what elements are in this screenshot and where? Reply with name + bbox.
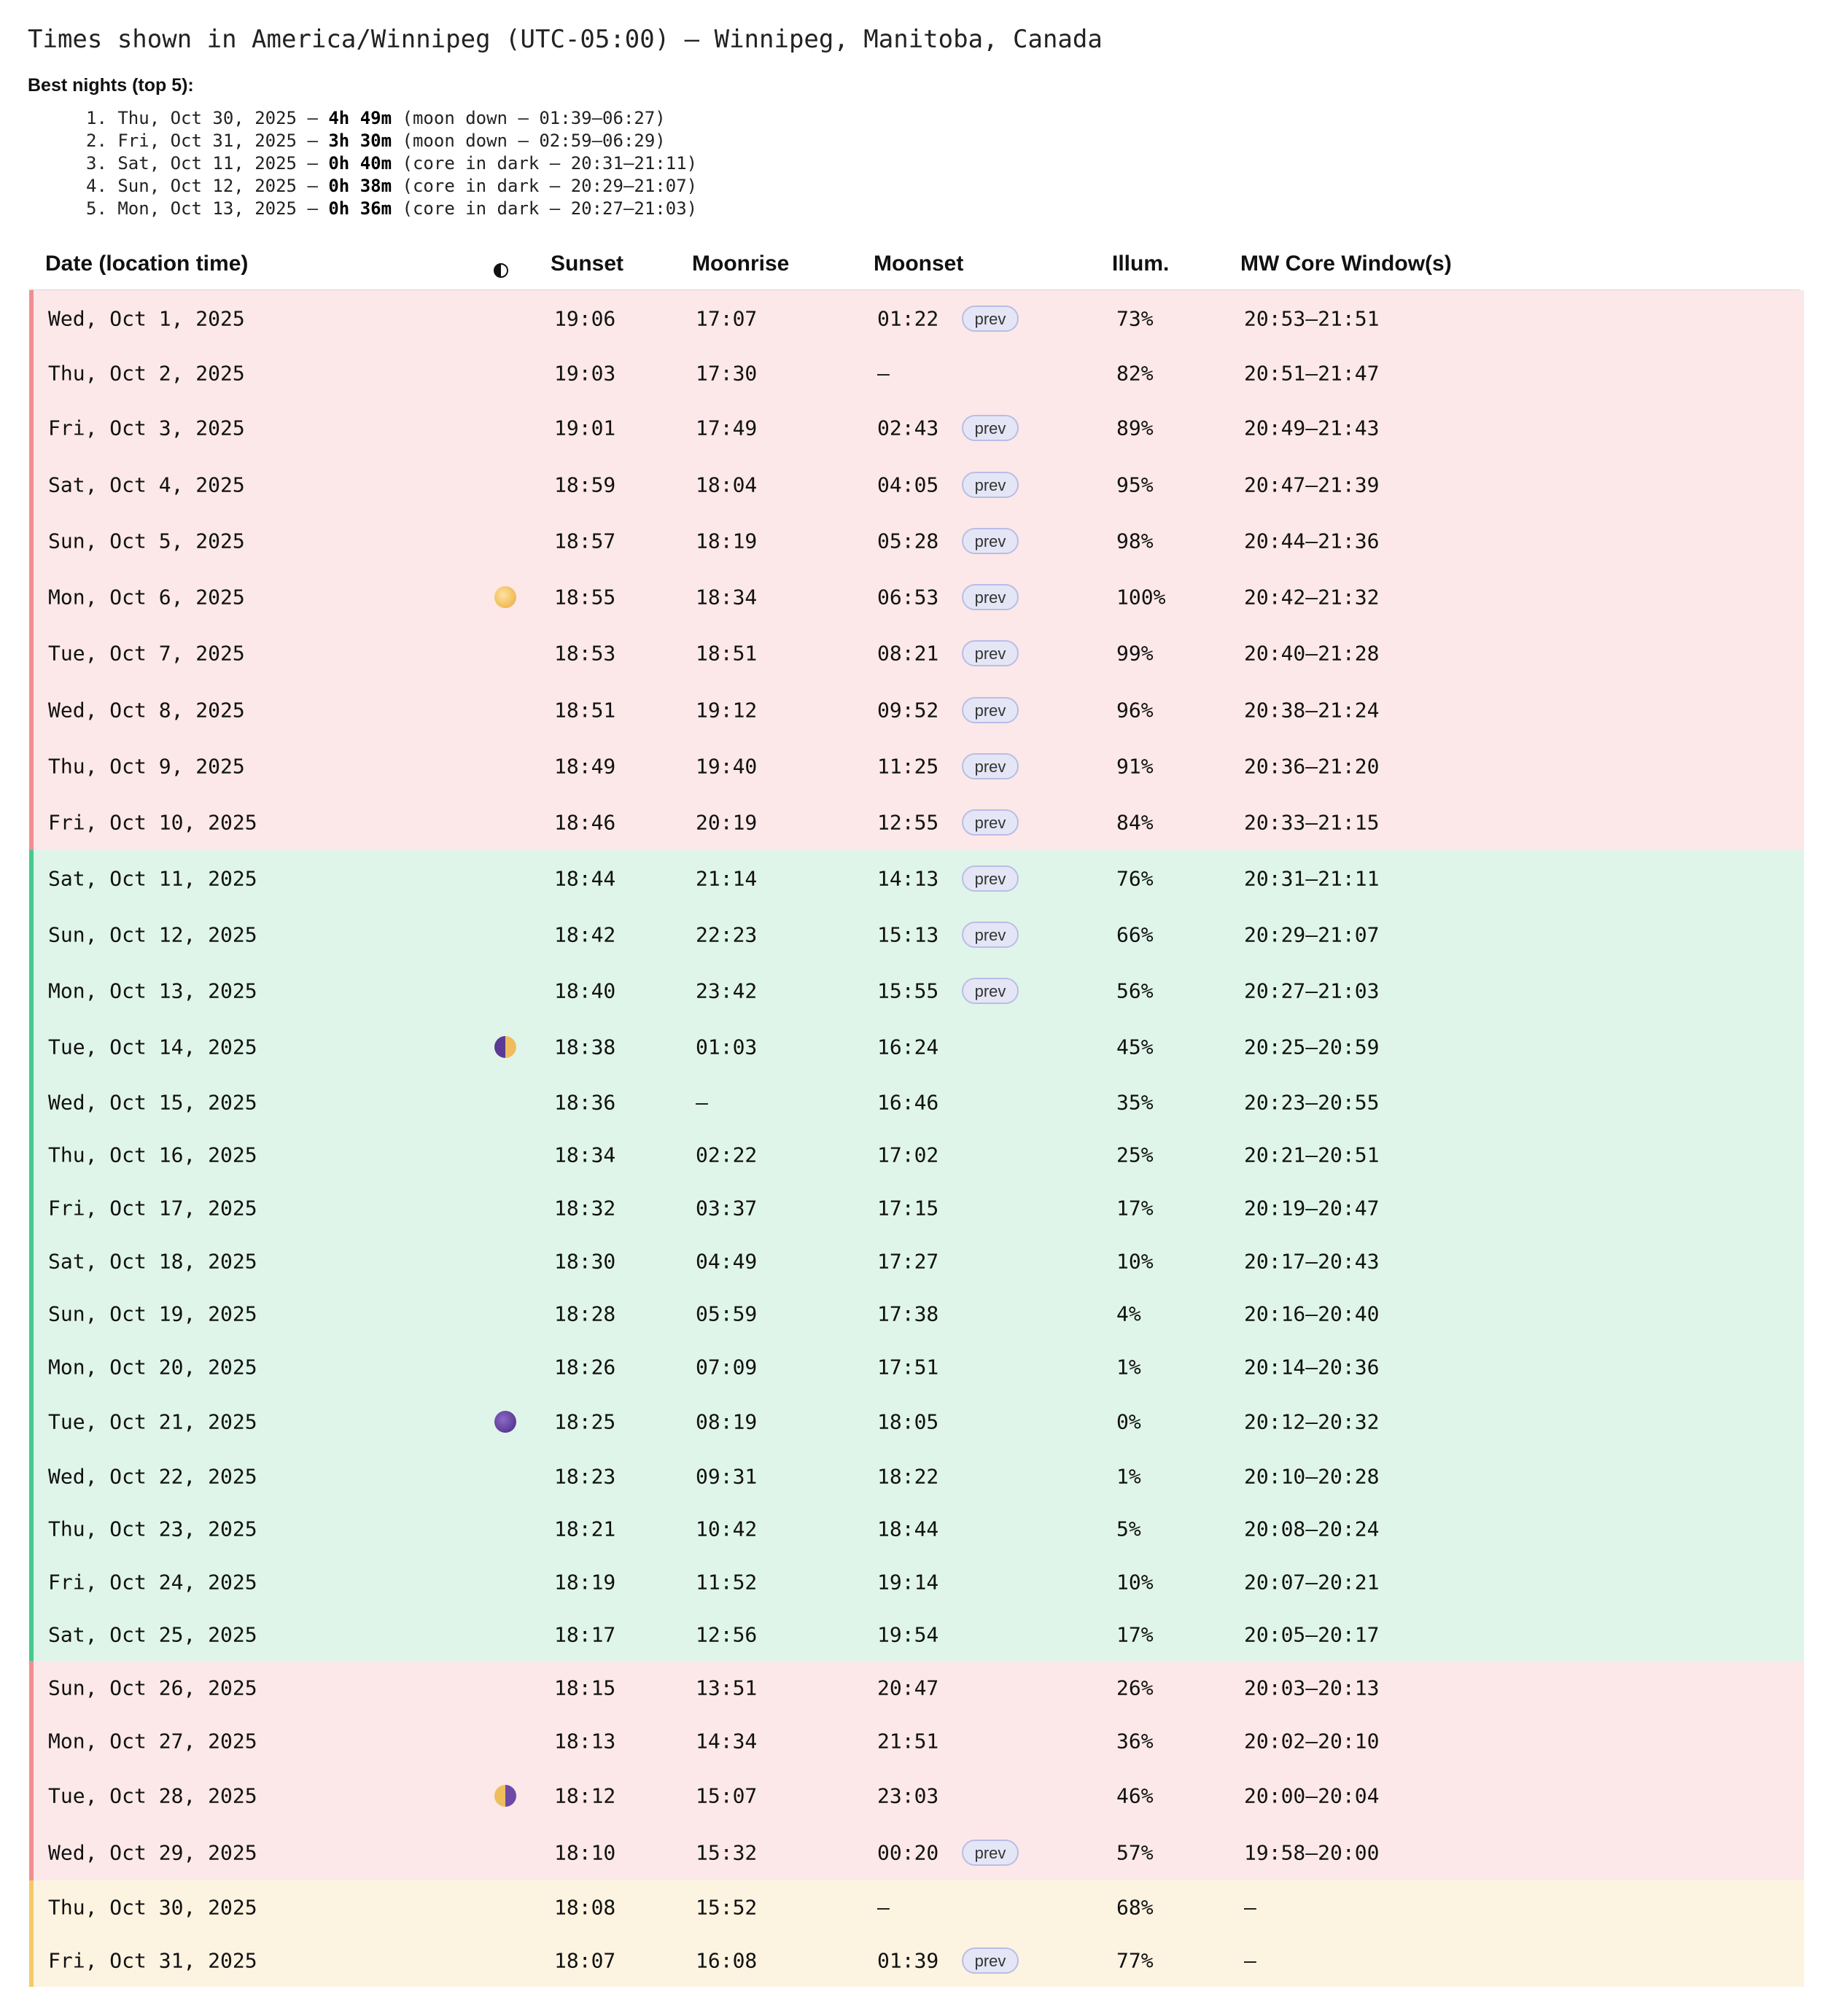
table-row <box>29 1019 1804 1075</box>
prev-badge-cell <box>962 978 1019 1004</box>
moonrise-cell: 18:34 <box>696 585 758 609</box>
prev-badge-cell <box>962 1947 1019 1974</box>
illumination-cell: 5% <box>1116 1517 1141 1541</box>
prev-badge: prev <box>962 584 1019 610</box>
moonrise-cell: 22:23 <box>696 922 758 946</box>
core-window-cell: 20:10–20:28 <box>1244 1464 1380 1488</box>
date-cell: Tue, Oct 7, 2025 <box>48 641 245 666</box>
moonset-cell: — <box>877 361 890 386</box>
prev-badge: prev <box>962 753 1019 779</box>
sunset-cell: 18:36 <box>554 1090 616 1114</box>
table-row <box>29 1934 1804 1987</box>
date-cell: Thu, Oct 16, 2025 <box>48 1143 257 1167</box>
moonset-cell: 17:02 <box>877 1143 939 1167</box>
moonset-cell: 02:43 <box>877 416 939 440</box>
moonrise-cell: 07:09 <box>696 1355 758 1379</box>
moonset-cell: 09:52 <box>877 698 939 722</box>
moonrise-cell: 15:32 <box>696 1840 758 1864</box>
illumination-cell: 45% <box>1116 1035 1154 1059</box>
moonrise-cell: 16:08 <box>696 1948 758 1972</box>
sunset-cell: 18:28 <box>554 1301 616 1326</box>
date-cell: Sat, Oct 25, 2025 <box>48 1622 257 1647</box>
prev-badge-cell <box>962 472 1019 498</box>
moonrise-cell: 18:19 <box>696 529 758 553</box>
core-window-cell: 20:44–21:36 <box>1244 529 1380 553</box>
moonrise-cell: 17:30 <box>696 361 758 386</box>
moonrise-cell: 12:56 <box>696 1622 758 1647</box>
sunset-cell: 18:13 <box>554 1729 616 1753</box>
date-cell: Thu, Oct 30, 2025 <box>48 1895 257 1919</box>
sunset-cell: 18:38 <box>554 1035 616 1059</box>
moonrise-cell: 05:59 <box>696 1301 758 1326</box>
core-window-cell: 20:49–21:43 <box>1244 416 1380 440</box>
prev-badge: prev <box>962 305 1019 332</box>
core-window-cell: 20:33–21:15 <box>1244 810 1380 834</box>
prev-badge: prev <box>962 697 1019 723</box>
table-row <box>29 625 1804 682</box>
table-row <box>29 682 1804 738</box>
best-night-item: 1. Thu, Oct 30, 2025 — 4h 49m (moon down — 01:39–06:27) <box>86 108 666 128</box>
moonset-cell: 20:47 <box>877 1676 939 1700</box>
moonset-cell: 19:14 <box>877 1570 939 1594</box>
core-window-cell: 20:38–21:24 <box>1244 698 1380 722</box>
core-window-cell: 20:05–20:17 <box>1244 1622 1380 1647</box>
best-night-item: 4. Sun, Oct 12, 2025 — 0h 38m (core in dark — 20:29–21:07) <box>86 176 698 196</box>
sunset-cell: 18:17 <box>554 1622 616 1647</box>
moonrise-cell: 15:07 <box>696 1783 758 1808</box>
table-row <box>29 1129 1804 1181</box>
header-illum[interactable]: Illum. <box>1112 252 1170 276</box>
date-cell: Mon, Oct 27, 2025 <box>48 1729 257 1753</box>
illumination-cell: 76% <box>1116 866 1154 890</box>
prev-badge-cell <box>962 1840 1019 1866</box>
date-cell: Fri, Oct 3, 2025 <box>48 416 245 440</box>
prev-badge-cell <box>962 865 1019 892</box>
date-cell: Mon, Oct 6, 2025 <box>48 585 245 609</box>
moonset-cell: 15:55 <box>877 978 939 1003</box>
date-cell: Wed, Oct 22, 2025 <box>48 1464 257 1488</box>
moonrise-cell: 02:22 <box>696 1143 758 1167</box>
moonset-cell: 12:55 <box>877 810 939 834</box>
core-window-cell: 20:02–20:10 <box>1244 1729 1380 1753</box>
illumination-cell: 25% <box>1116 1143 1154 1167</box>
moonset-cell: 15:13 <box>877 922 939 946</box>
full-moon-icon <box>494 586 516 608</box>
table-row <box>29 1288 1804 1340</box>
best-night-item: 2. Fri, Oct 31, 2025 — 3h 30m (moon down — 02:59–06:29) <box>86 131 666 151</box>
prev-badge-cell <box>962 528 1019 554</box>
illumination-cell: 1% <box>1116 1355 1141 1379</box>
moon-phase-icon <box>494 1036 516 1058</box>
illumination-cell: 56% <box>1116 978 1154 1003</box>
moon-phase-icon <box>494 586 516 608</box>
illumination-cell: 68% <box>1116 1895 1154 1919</box>
prev-badge-cell <box>962 697 1019 723</box>
date-cell: Thu, Oct 2, 2025 <box>48 361 245 386</box>
illumination-cell: 35% <box>1116 1090 1154 1114</box>
moonrise-cell: 15:52 <box>696 1895 758 1919</box>
table-row <box>29 1661 1804 1714</box>
best-night-item: 5. Mon, Oct 13, 2025 — 0h 36m (core in dark — 20:27–21:03) <box>86 198 698 219</box>
moonset-cell: — <box>877 1895 890 1919</box>
date-cell: Wed, Oct 29, 2025 <box>48 1840 257 1864</box>
moonset-cell: 17:38 <box>877 1301 939 1326</box>
prev-badge: prev <box>962 809 1019 836</box>
moonrise-cell: 01:03 <box>696 1035 758 1059</box>
moonset-cell: 21:51 <box>877 1729 939 1753</box>
moonrise-cell: 11:52 <box>696 1570 758 1594</box>
moonset-cell: 18:05 <box>877 1409 939 1433</box>
moonrise-cell: 14:34 <box>696 1729 758 1753</box>
illumination-cell: 57% <box>1116 1840 1154 1864</box>
core-window-cell: 20:23–20:55 <box>1244 1090 1380 1114</box>
moonset-cell: 18:22 <box>877 1464 939 1488</box>
moonrise-cell: 23:42 <box>696 978 758 1003</box>
date-cell: Sat, Oct 4, 2025 <box>48 472 245 497</box>
core-window-cell: 20:47–21:39 <box>1244 472 1380 497</box>
illumination-cell: 0% <box>1116 1409 1141 1433</box>
illumination-cell: 100% <box>1116 585 1166 609</box>
sunset-cell: 18:51 <box>554 698 616 722</box>
date-cell: Sun, Oct 12, 2025 <box>48 922 257 946</box>
sunset-cell: 18:19 <box>554 1570 616 1594</box>
core-window-cell: 20:07–20:21 <box>1244 1570 1380 1594</box>
date-cell: Fri, Oct 17, 2025 <box>48 1196 257 1220</box>
core-window-cell: 20:53–21:51 <box>1244 306 1380 331</box>
illumination-cell: 96% <box>1116 698 1154 722</box>
date-cell: Tue, Oct 28, 2025 <box>48 1783 257 1808</box>
core-window-cell: 20:19–20:47 <box>1244 1196 1380 1220</box>
table-row <box>29 1767 1804 1824</box>
moonrise-cell: 13:51 <box>696 1676 758 1700</box>
header-date[interactable]: Date (location time) <box>45 252 249 276</box>
prev-badge: prev <box>962 1840 1019 1866</box>
sunset-cell: 19:01 <box>554 416 616 440</box>
moonset-cell: 01:22 <box>877 306 939 331</box>
moonset-cell: 16:24 <box>877 1035 939 1059</box>
moon-phase-icon <box>494 1785 516 1807</box>
moonset-cell: 17:15 <box>877 1196 939 1220</box>
sunset-cell: 18:55 <box>554 585 616 609</box>
moonrise-cell: 17:49 <box>696 416 758 440</box>
half-moon-icon <box>494 259 508 284</box>
table-row <box>29 738 1804 794</box>
table-row <box>29 513 1804 569</box>
sunset-cell: 18:44 <box>554 866 616 890</box>
core-window-cell: 20:03–20:13 <box>1244 1676 1380 1700</box>
table-row <box>29 850 1804 906</box>
date-cell: Mon, Oct 20, 2025 <box>48 1355 257 1379</box>
core-window-cell: 20:40–21:28 <box>1244 641 1380 666</box>
moonset-cell: 17:51 <box>877 1355 939 1379</box>
first-moon-icon <box>494 1785 516 1807</box>
prev-badge: prev <box>962 865 1019 892</box>
illumination-cell: 17% <box>1116 1622 1154 1647</box>
prev-badge-cell <box>962 415 1019 441</box>
illumination-cell: 77% <box>1116 1948 1154 1972</box>
core-window-cell: 20:17–20:43 <box>1244 1249 1380 1273</box>
prev-badge-cell <box>962 305 1019 332</box>
prev-badge-cell <box>962 753 1019 779</box>
date-cell: Fri, Oct 10, 2025 <box>48 810 257 834</box>
table-row <box>29 1181 1804 1234</box>
core-window-cell: 20:14–20:36 <box>1244 1355 1380 1379</box>
core-window-cell: 20:08–20:24 <box>1244 1517 1380 1541</box>
new-moon-icon <box>494 1411 516 1433</box>
moonrise-cell: 04:49 <box>696 1249 758 1273</box>
best-night-item: 3. Sat, Oct 11, 2025 — 0h 40m (core in dark — 20:31–21:11) <box>86 153 698 174</box>
prev-badge: prev <box>962 1947 1019 1974</box>
table-row <box>29 1503 1804 1555</box>
header-sunset[interactable]: Sunset <box>551 252 624 276</box>
core-window-cell: 20:00–20:04 <box>1244 1783 1380 1808</box>
core-window-cell: 20:29–21:07 <box>1244 922 1380 946</box>
table-row <box>29 962 1804 1019</box>
prev-badge: prev <box>962 922 1019 948</box>
prev-badge: prev <box>962 640 1019 666</box>
moonset-cell: 06:53 <box>877 585 939 609</box>
moonrise-cell: 21:14 <box>696 866 758 890</box>
moon-phase-icon <box>494 1411 516 1433</box>
sunset-cell: 18:23 <box>554 1464 616 1488</box>
sunset-cell: 18:26 <box>554 1355 616 1379</box>
date-cell: Tue, Oct 14, 2025 <box>48 1035 257 1059</box>
moonset-cell: 05:28 <box>877 529 939 553</box>
moonset-cell: 08:21 <box>877 641 939 666</box>
table-header <box>29 244 1800 291</box>
core-window-cell: 20:21–20:51 <box>1244 1143 1380 1167</box>
table-row <box>29 1824 1804 1880</box>
moonrise-cell: 19:12 <box>696 698 758 722</box>
core-window-cell: 20:25–20:59 <box>1244 1035 1380 1059</box>
date-cell: Fri, Oct 24, 2025 <box>48 1570 257 1594</box>
prev-badge: prev <box>962 415 1019 441</box>
moonrise-cell: 19:40 <box>696 754 758 778</box>
moonset-cell: 16:46 <box>877 1090 939 1114</box>
illumination-cell: 46% <box>1116 1783 1154 1808</box>
prev-badge-cell <box>962 640 1019 666</box>
prev-badge-cell <box>962 809 1019 836</box>
sunset-cell: 18:53 <box>554 641 616 666</box>
sunset-cell: 18:30 <box>554 1249 616 1273</box>
sunset-cell: 18:08 <box>554 1895 616 1919</box>
sunset-cell: 18:57 <box>554 529 616 553</box>
illumination-cell: 4% <box>1116 1301 1141 1326</box>
date-cell: Wed, Oct 8, 2025 <box>48 698 245 722</box>
moonrise-cell: 10:42 <box>696 1517 758 1541</box>
sunset-cell: 18:46 <box>554 810 616 834</box>
header-moonrise[interactable]: Moonrise <box>692 252 790 276</box>
best-nights-list <box>86 107 697 220</box>
table-row <box>29 906 1804 962</box>
date-cell: Fri, Oct 31, 2025 <box>48 1948 257 1972</box>
table-row <box>29 569 1804 625</box>
illumination-cell: 10% <box>1116 1570 1154 1594</box>
header-moonset[interactable]: Moonset <box>874 252 964 276</box>
sunset-cell: 18:12 <box>554 1783 616 1808</box>
moonrise-cell: 08:19 <box>696 1409 758 1433</box>
table-row <box>29 1555 1804 1608</box>
date-cell: Thu, Oct 9, 2025 <box>48 754 245 778</box>
moonrise-cell: 17:07 <box>696 306 758 331</box>
table-row <box>29 1393 1804 1449</box>
sunset-cell: 18:21 <box>554 1517 616 1541</box>
sunset-cell: 18:25 <box>554 1409 616 1433</box>
table-row <box>29 290 1804 347</box>
table-row <box>29 400 1804 456</box>
moonset-cell: 14:13 <box>877 866 939 890</box>
moonset-cell: 11:25 <box>877 754 939 778</box>
date-cell: Sun, Oct 26, 2025 <box>48 1676 257 1700</box>
moonset-cell: 01:39 <box>877 1948 939 1972</box>
illumination-cell: 1% <box>1116 1464 1141 1488</box>
illumination-cell: 91% <box>1116 754 1154 778</box>
table-row <box>29 456 1804 513</box>
sunset-cell: 19:06 <box>554 306 616 331</box>
date-cell: Wed, Oct 1, 2025 <box>48 306 245 331</box>
date-cell: Wed, Oct 15, 2025 <box>48 1090 257 1114</box>
moonrise-cell: 18:04 <box>696 472 758 497</box>
core-window-cell: — <box>1244 1895 1256 1919</box>
illumination-cell: 73% <box>1116 306 1154 331</box>
illumination-cell: 98% <box>1116 529 1154 553</box>
core-window-cell: 20:42–21:32 <box>1244 585 1380 609</box>
date-cell: Sun, Oct 19, 2025 <box>48 1301 257 1326</box>
table-row <box>29 1880 1804 1934</box>
sunset-cell: 18:07 <box>554 1948 616 1972</box>
core-window-cell: 20:16–20:40 <box>1244 1301 1380 1326</box>
last-moon-icon <box>494 1036 516 1058</box>
moonrise-cell: 03:37 <box>696 1196 758 1220</box>
sunset-cell: 18:10 <box>554 1840 616 1864</box>
illumination-cell: 84% <box>1116 810 1154 834</box>
prev-badge-cell <box>962 584 1019 610</box>
date-cell: Sat, Oct 11, 2025 <box>48 866 257 890</box>
core-window-cell: 19:58–20:00 <box>1244 1840 1380 1864</box>
core-window-cell: 20:51–21:47 <box>1244 361 1380 386</box>
illumination-cell: 89% <box>1116 416 1154 440</box>
moonrise-cell: 20:19 <box>696 810 758 834</box>
core-window-cell: 20:31–21:11 <box>1244 866 1380 890</box>
moonset-cell: 23:03 <box>877 1783 939 1808</box>
illumination-cell: 66% <box>1116 922 1154 946</box>
prev-badge: prev <box>962 528 1019 554</box>
moonrise-cell: 18:51 <box>696 641 758 666</box>
moonset-cell: 04:05 <box>877 472 939 497</box>
sunset-cell: 18:49 <box>554 754 616 778</box>
sunset-cell: 18:59 <box>554 472 616 497</box>
table-row <box>29 1714 1804 1767</box>
core-window-cell: 20:36–21:20 <box>1244 754 1380 778</box>
sunset-cell: 18:15 <box>554 1676 616 1700</box>
best-nights-title: Best nights (top 5): <box>28 75 194 96</box>
date-cell: Thu, Oct 23, 2025 <box>48 1517 257 1541</box>
core-window-cell: 20:27–21:03 <box>1244 978 1380 1003</box>
page-heading: Times shown in America/Winnipeg (UTC-05:00) — Winnipeg, Manitoba, Canada <box>28 25 1103 54</box>
illumination-cell: 95% <box>1116 472 1154 497</box>
illumination-cell: 36% <box>1116 1729 1154 1753</box>
prev-badge: prev <box>962 978 1019 1004</box>
illumination-cell: 26% <box>1116 1676 1154 1700</box>
table-row <box>29 1075 1804 1129</box>
moonset-cell: 19:54 <box>877 1622 939 1647</box>
table-row <box>29 347 1804 400</box>
table-row <box>29 1234 1804 1288</box>
table-row <box>29 794 1804 850</box>
moonset-cell: 00:20 <box>877 1840 939 1864</box>
date-cell: Sun, Oct 5, 2025 <box>48 529 245 553</box>
table-row <box>29 1608 1804 1661</box>
core-window-cell: 20:12–20:32 <box>1244 1409 1380 1433</box>
date-cell: Tue, Oct 21, 2025 <box>48 1409 257 1433</box>
illumination-cell: 10% <box>1116 1249 1154 1273</box>
sunset-cell: 18:34 <box>554 1143 616 1167</box>
sunset-cell: 19:03 <box>554 361 616 386</box>
core-window-cell: — <box>1244 1948 1256 1972</box>
table-row <box>29 1449 1804 1503</box>
moonset-cell: 18:44 <box>877 1517 939 1541</box>
date-cell: Sat, Oct 18, 2025 <box>48 1249 257 1273</box>
prev-badge-cell <box>962 922 1019 948</box>
table-row <box>29 1340 1804 1393</box>
sunset-cell: 18:32 <box>554 1196 616 1220</box>
sunset-cell: 18:42 <box>554 922 616 946</box>
moonrise-cell: — <box>696 1090 708 1114</box>
illumination-cell: 99% <box>1116 641 1154 666</box>
illumination-cell: 17% <box>1116 1196 1154 1220</box>
illumination-cell: 82% <box>1116 361 1154 386</box>
moonrise-cell: 09:31 <box>696 1464 758 1488</box>
moonset-cell: 17:27 <box>877 1249 939 1273</box>
header-core-window[interactable]: MW Core Window(s) <box>1240 252 1452 276</box>
prev-badge: prev <box>962 472 1019 498</box>
date-cell: Mon, Oct 13, 2025 <box>48 978 257 1003</box>
sunset-cell: 18:40 <box>554 978 616 1003</box>
